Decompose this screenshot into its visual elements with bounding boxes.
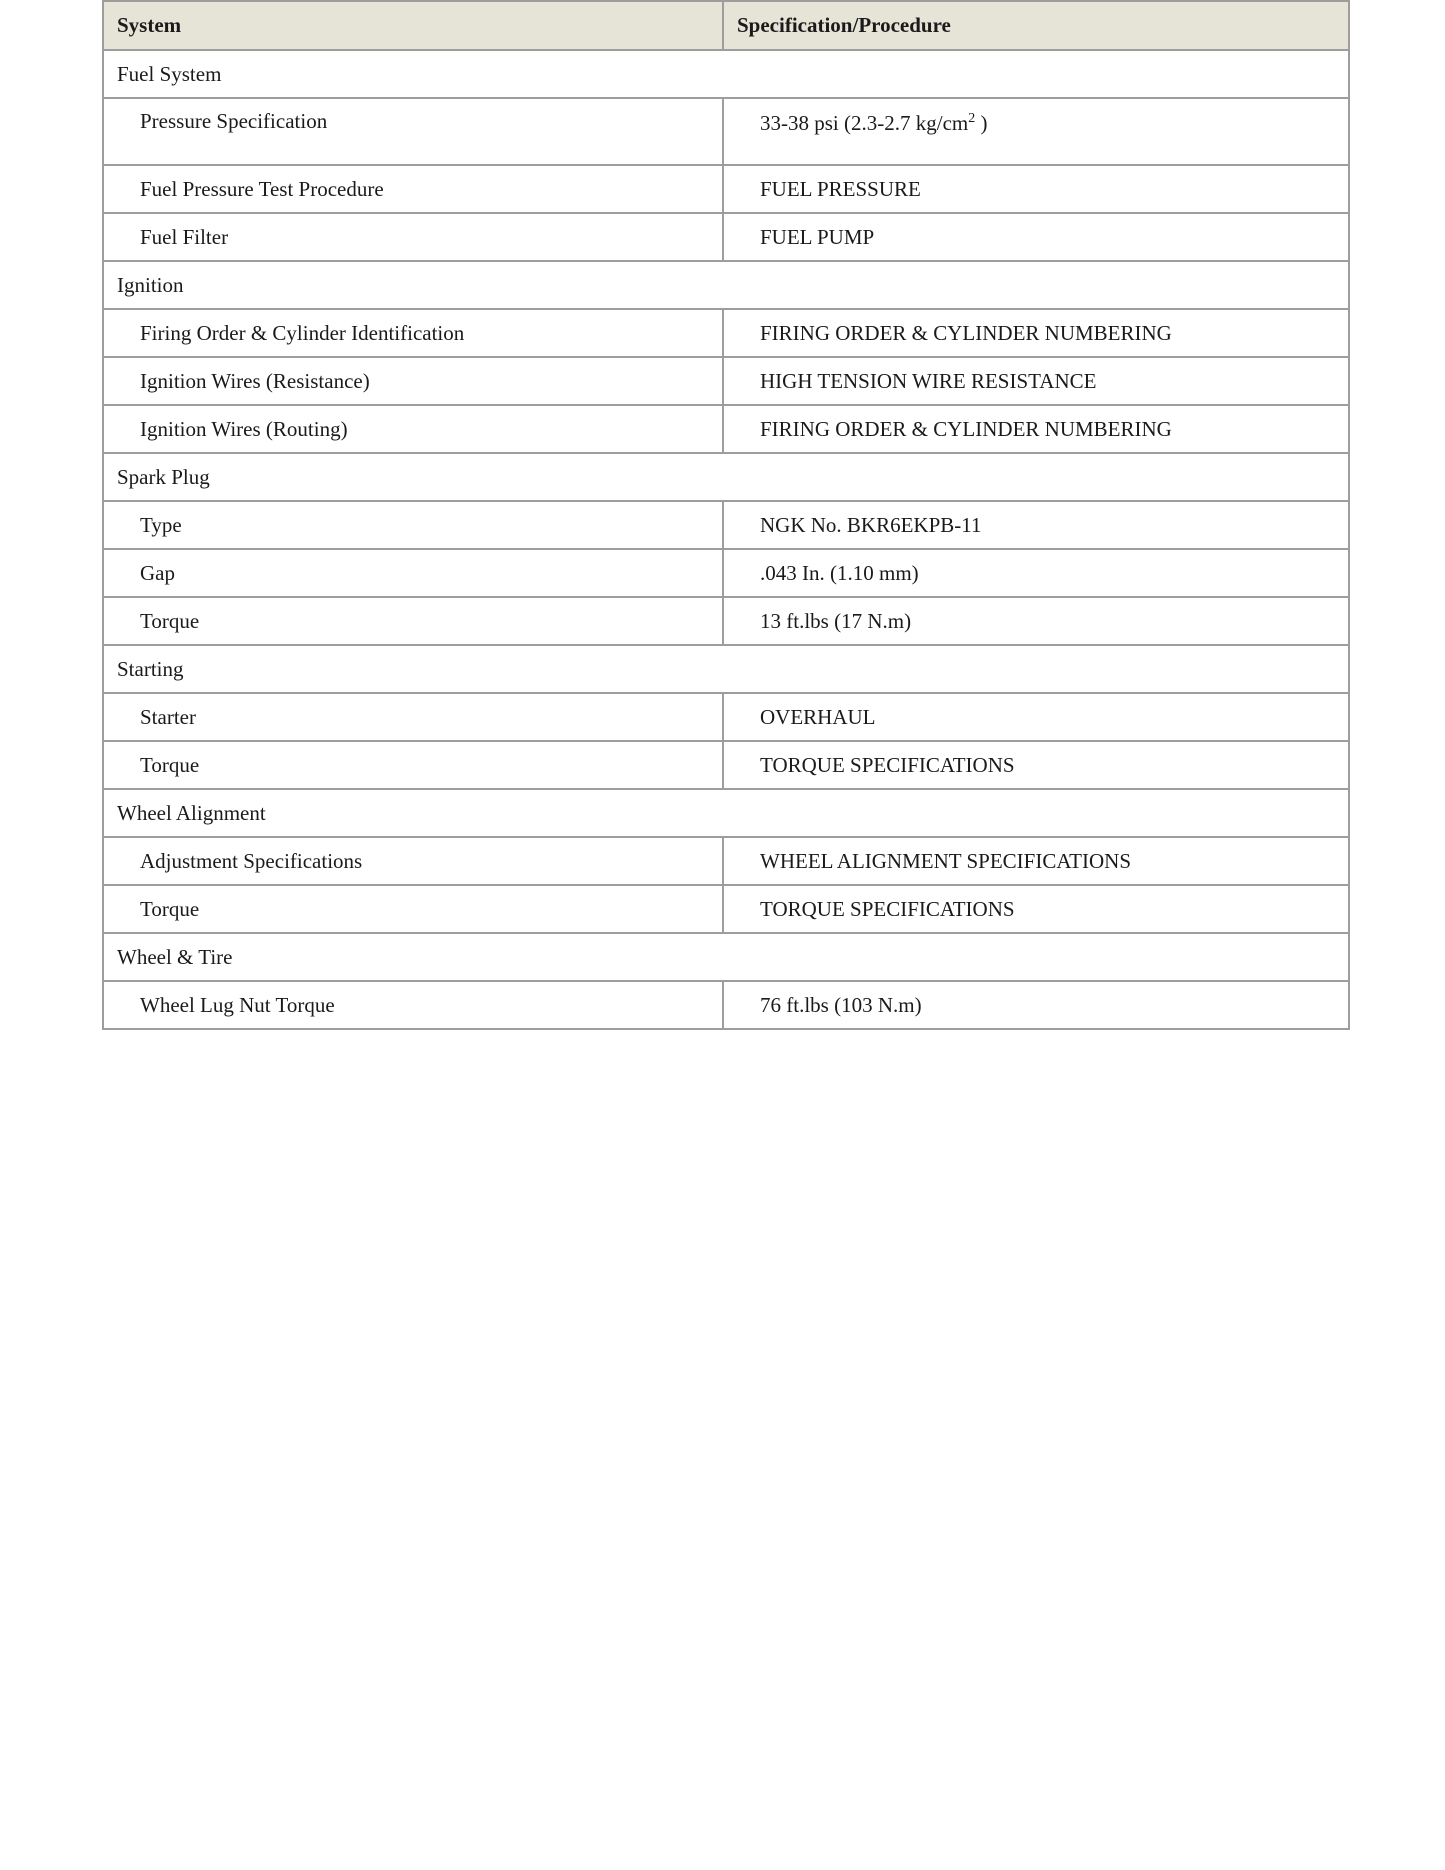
table-row [103, 357, 1349, 405]
system-cell: Ignition Wires (Routing) [103, 405, 723, 453]
table-row [103, 405, 1349, 453]
value-cell: .043 In. (1.10 mm) [723, 549, 1349, 597]
value-cell: 13 ft.lbs (17 N.m) [723, 597, 1349, 645]
section-title: Fuel System [103, 50, 1349, 98]
section-row [103, 50, 1349, 98]
section-row [103, 261, 1349, 309]
table-row [103, 165, 1349, 213]
section-row [103, 933, 1349, 981]
table-row [103, 549, 1349, 597]
table-row [103, 597, 1349, 645]
value-cell [723, 98, 1349, 165]
value-cell: 76 ft.lbs (103 N.m) [723, 981, 1349, 1029]
specification-table [102, 0, 1350, 1030]
table-row [103, 98, 1349, 165]
value-suffix: ) [975, 111, 988, 135]
system-cell: Torque [103, 741, 723, 789]
value-text: 33-38 psi (2.3-2.7 kg/cm [760, 111, 969, 135]
table-row [103, 309, 1349, 357]
section-title: Starting [103, 645, 1349, 693]
table-row [103, 693, 1349, 741]
table-row [103, 501, 1349, 549]
table-row [103, 981, 1349, 1029]
superscript: 2 [968, 111, 976, 126]
header-specification: Specification/Procedure [723, 1, 1349, 50]
system-cell: Fuel Filter [103, 213, 723, 261]
system-cell: Wheel Lug Nut Torque [103, 981, 723, 1029]
system-cell: Starter [103, 693, 723, 741]
system-cell: Fuel Pressure Test Procedure [103, 165, 723, 213]
table-header-row [103, 1, 1349, 50]
value-cell: FIRING ORDER & CYLINDER NUMBERING [723, 405, 1349, 453]
value-cell: NGK No. BKR6EKPB-11 [723, 501, 1349, 549]
system-cell: Gap [103, 549, 723, 597]
section-row [103, 789, 1349, 837]
section-title: Spark Plug [103, 453, 1349, 501]
table-row [103, 837, 1349, 885]
value-cell: WHEEL ALIGNMENT SPECIFICATIONS [723, 837, 1349, 885]
section-title: Wheel & Tire [103, 933, 1349, 981]
value-cell: HIGH TENSION WIRE RESISTANCE [723, 357, 1349, 405]
value-cell: TORQUE SPECIFICATIONS [723, 741, 1349, 789]
value-cell: FUEL PUMP [723, 213, 1349, 261]
value-cell: FIRING ORDER & CYLINDER NUMBERING [723, 309, 1349, 357]
system-cell: Adjustment Specifications [103, 837, 723, 885]
section-title: Wheel Alignment [103, 789, 1349, 837]
system-cell: Torque [103, 885, 723, 933]
system-cell: Firing Order & Cylinder Identification [103, 309, 723, 357]
table-row [103, 213, 1349, 261]
value-cell: TORQUE SPECIFICATIONS [723, 885, 1349, 933]
value-cell: FUEL PRESSURE [723, 165, 1349, 213]
value-cell: OVERHAUL [723, 693, 1349, 741]
header-system: System [103, 1, 723, 50]
system-cell: Pressure Specification [103, 98, 723, 165]
system-cell: Type [103, 501, 723, 549]
system-cell: Ignition Wires (Resistance) [103, 357, 723, 405]
section-title: Ignition [103, 261, 1349, 309]
table-row [103, 741, 1349, 789]
section-row [103, 453, 1349, 501]
table-row [103, 885, 1349, 933]
section-row [103, 645, 1349, 693]
system-cell: Torque [103, 597, 723, 645]
